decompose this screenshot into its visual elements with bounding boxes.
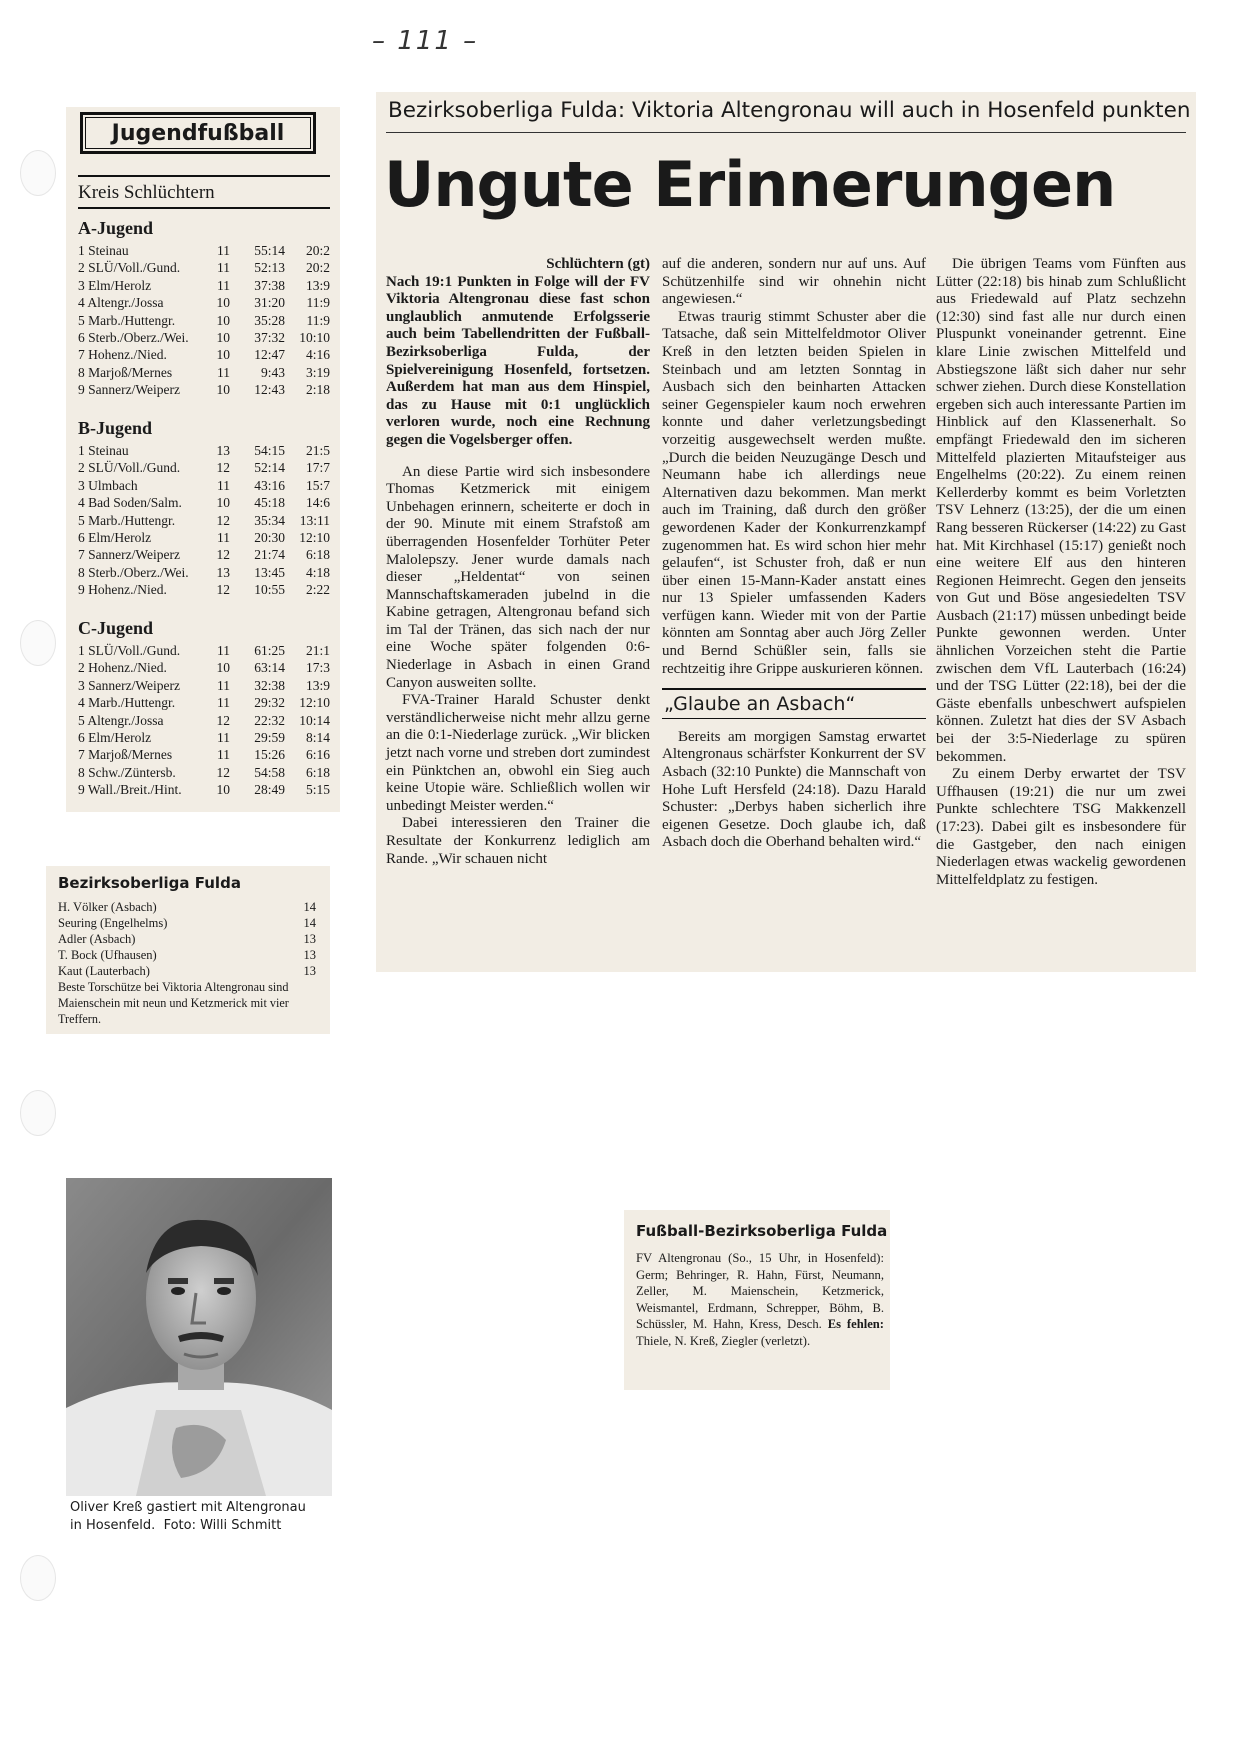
- punch-hole: [20, 1555, 56, 1601]
- table-row: [78, 746, 330, 763]
- table-row: [78, 512, 330, 529]
- punch-hole: [20, 1090, 56, 1136]
- points: 13:11: [299, 512, 330, 528]
- paragraph: Etwas traurig stimmt Schuster aber die Tatsache, daß sein Mittelfeldmotor Oliver Kreß in den letzten beiden Spielen in Steinbach und am letzten Sonntag in Ausbach sich den beinharten Attacken seiner Gegenspieler kaum noch erwehren konnte und daher verletzungsbedingt vorzeitig ausgewechselt werden mußte. „Durch die beiden Neuzugänge Desch und Neumann habe ich allerdings neue Alternativen dazu bekommen. Man merkt auch im Training, daß durch den größer gewordenen Kader der Konkurrenzkampf zugenommen hat. Es wird schon hier mehr gelaufen“, ist Schuster froh, daß er nun über einen 15-Mann-Kader anstatt eines nur 13 Spieler umfassenden Kaders verfügen kann. Wieder mit von der Partie könnten am Sonntag aber auch Jörg Zeller und Bernd Schüßler sein, falls sie rechtzeitig ihre Grippe auskurieren können.: [662, 308, 926, 677]
- paragraph: FVA-Trainer Harald Schuster denkt verständlicherweise nicht mehr allzu gerne an die 0:1-Niederlage zurück. „Wir blicken jetzt nach vorne und streben dort zumindest ein Pünktchen an, obwohl ein Sieg auch keine Utopie wäre. Schließlich wollen wir unbedingt Meister werden.“: [386, 692, 650, 814]
- points: 10:10: [299, 329, 330, 345]
- team-name: 2 SLÜ/Voll./Gund.: [78, 460, 181, 476]
- goal-ratio: 12:43: [254, 382, 285, 398]
- games-played: 10: [216, 495, 230, 511]
- scorer-goals: 13: [303, 948, 316, 962]
- points: 6:16: [305, 747, 330, 763]
- points: 5:15: [305, 782, 330, 798]
- points: 6:18: [305, 764, 330, 780]
- youth-football-clipping: [66, 107, 340, 812]
- goal-ratio: 52:13: [254, 260, 285, 276]
- points: 4:18: [305, 564, 330, 580]
- table-row: [78, 312, 330, 329]
- missing-label: Es fehlen:: [827, 1317, 885, 1331]
- scorer-row: [58, 932, 316, 947]
- scorer-row: [58, 900, 316, 915]
- team-name: 5 Altengr./Jossa: [78, 712, 164, 728]
- games-played: 11: [217, 695, 230, 711]
- league-table: [78, 418, 330, 599]
- games-played: 11: [217, 364, 230, 380]
- caption-line: in Hosenfeld.: [70, 1518, 156, 1533]
- games-played: 13: [216, 564, 230, 580]
- goal-ratio: 43:16: [254, 477, 285, 493]
- games-played: 10: [216, 329, 230, 345]
- table-row: [78, 712, 330, 729]
- table-row: [78, 477, 330, 494]
- points: 12:10: [299, 529, 330, 545]
- punch-hole: [20, 150, 56, 196]
- scorer-row: [58, 948, 316, 963]
- main-article-clipping: [376, 92, 1196, 972]
- table-row: [78, 242, 330, 259]
- games-played: 13: [216, 443, 230, 458]
- points: 17:7: [305, 460, 330, 476]
- team-name: 8 Schw./Züntersb.: [78, 764, 176, 780]
- subheading: „Glaube an Asbach“: [662, 688, 926, 719]
- table-row: [78, 564, 330, 581]
- games-played: 12: [216, 712, 230, 728]
- table-row: [78, 546, 330, 563]
- goal-ratio: 10:55: [254, 582, 285, 598]
- paragraph: Dabei interessieren den Trainer die Resultate der Konkurrenz lediglich am Rande. „Wir schauen nicht: [386, 815, 650, 867]
- scorer-goals: 13: [303, 964, 316, 978]
- lineup-players: FV Altengronau (So., 15 Uhr, in Hosenfeld): Germ; Behringer, R. Hahn, Fürst, Neumann, Zeller, M. Maienschein, Ketzmerick, Weismantel, Erdmann, Schrepper, Böhm, B. Schüssler, M. Hahn, Kress, Desch.: [636, 1251, 884, 1331]
- team-name: 9 Sannerz/Weiperz: [78, 382, 180, 398]
- games-played: 11: [217, 747, 230, 763]
- paragraph: auf die anderen, sondern nur auf uns. Auf Schützenhilfe sind wir ohnehin nicht angewiesen.“: [662, 256, 926, 308]
- paragraph: An diese Partie wird sich insbesondere Thomas Ketzmerick mit einigem Unbehagen erinnern, scheiterte er doch in der 90. Minute mit einem Strafstoß am überragenden Hosenfelder Torhüter Peter Malolepszy. Jener wurde damals nach dieser „Heldentat“ von seinen Mannschaftskameraden jubelnd in die Kabine getragen, Altengronau befand sich im Tal der Tränen, das sich nach der nur eine Woche später folgenden 0:6-Niederlage in Asbach in einen Grand Canyon ausweiten sollte.: [386, 463, 650, 691]
- games-played: 12: [216, 582, 230, 598]
- goal-ratio: 63:14: [254, 660, 285, 676]
- team-name: 6 Elm/Herolz: [78, 529, 152, 545]
- scorer-goals: 14: [303, 900, 316, 914]
- team-name: 5 Marb./Huttengr.: [78, 512, 176, 528]
- points: 11:9: [306, 312, 330, 328]
- team-name: 6 Elm/Herolz: [78, 729, 152, 745]
- table-row: [78, 442, 330, 459]
- photo-clipping: [66, 1178, 332, 1544]
- caption-line: Oliver Kreß gastiert mit Altengronau: [70, 1500, 306, 1515]
- table-row: [78, 694, 330, 711]
- scorer-name: H. Völker (Asbach): [58, 900, 157, 914]
- points: 15:7: [305, 477, 330, 493]
- article-column-1: [386, 256, 650, 868]
- paragraph: Bereits am morgigen Samstag erwartet Altengronaus schärfster Konkurrent der SV Asbach (32:10 Punkte) die Mannschaft von Hohe Luft Hersfeld (24:18). Dazu Harald Schuster: „Derbys haben sicherlich ihre eigenen Gesetze. Doch glaube ich, daß Asbach doch die Oberhand behalten wird.“: [662, 728, 926, 851]
- points: 20:2: [305, 243, 330, 258]
- goal-ratio: 35:34: [254, 512, 285, 528]
- dateline: Schlüchtern (gt): [546, 256, 650, 272]
- table-row: [78, 764, 330, 781]
- paragraph: Zu einem Derby erwartet der TSV Uffhausen (19:21) die nur um zwei Punkte schlechtere TSG Makkenzell (17:23). Dabei gilt es insbesondere für die Gastgeber, den nach einigen Niederlagen etwas wackelig gewordenen Mittelfeldplatz zu festigen.: [936, 766, 1186, 888]
- lineup-clipping: [624, 1210, 890, 1390]
- points: 10:14: [299, 712, 330, 728]
- games-played: 12: [216, 512, 230, 528]
- scorer-row: [58, 916, 316, 931]
- table-row: [78, 494, 330, 511]
- points: 3:19: [305, 364, 330, 380]
- table-title: C-Jugend: [78, 618, 154, 638]
- points: 4:16: [305, 347, 330, 363]
- table-row: [78, 294, 330, 311]
- table-row: [78, 642, 330, 659]
- goal-ratio: 12:47: [254, 347, 285, 363]
- team-name: 9 Hohenz./Nied.: [78, 582, 167, 598]
- goal-ratio: 37:32: [254, 329, 285, 345]
- goal-ratio: 28:49: [254, 782, 285, 798]
- table-row: [78, 381, 330, 398]
- table-row: [78, 277, 330, 294]
- goal-ratio: 15:26: [254, 747, 285, 763]
- team-name: 3 Sannerz/Weiperz: [78, 677, 180, 693]
- article-headline: Ungute Erinnerungen: [384, 148, 1116, 221]
- points: 17:3: [305, 660, 330, 676]
- scorer-name: Adler (Asbach): [58, 932, 136, 946]
- games-played: 11: [217, 643, 230, 658]
- goal-ratio: 29:32: [254, 695, 285, 711]
- article-column-2: [662, 256, 926, 852]
- scorer-row: [58, 964, 316, 979]
- article-kicker: Bezirksoberliga Fulda: Viktoria Altengronau will auch in Hosenfeld punkten: [388, 98, 1191, 123]
- points: 11:9: [306, 295, 330, 311]
- table-row: [78, 329, 330, 346]
- points: 8:14: [305, 729, 330, 745]
- games-played: 10: [216, 382, 230, 398]
- table-row: [78, 581, 330, 598]
- team-name: 2 SLÜ/Voll./Gund.: [78, 260, 181, 276]
- games-played: 10: [216, 347, 230, 363]
- games-played: 11: [217, 677, 230, 693]
- games-played: 12: [216, 764, 230, 780]
- goal-ratio: 29:59: [254, 729, 285, 745]
- goal-ratio: 9:43: [260, 364, 285, 380]
- points: 14:6: [305, 495, 330, 511]
- team-name: 3 Ulmbach: [78, 477, 138, 493]
- table-title: A-Jugend: [78, 218, 154, 238]
- team-name: 4 Marb./Huttengr.: [78, 695, 176, 711]
- table-row: [78, 659, 330, 676]
- team-name: 7 Marjoß/Mernes: [78, 747, 173, 763]
- team-name: 8 Sterb./Oberz./Wei.: [78, 564, 189, 580]
- top-scorers-clipping: [46, 866, 330, 1034]
- games-played: 10: [216, 660, 230, 676]
- games-played: 12: [216, 547, 230, 563]
- points: 20:2: [305, 260, 330, 276]
- goal-ratio: 13:45: [254, 564, 285, 580]
- page-number: – 111 –: [372, 26, 479, 56]
- scorer-name: T. Bock (Ufhausen): [58, 948, 157, 962]
- goal-ratio: 55:14: [254, 243, 285, 258]
- goal-ratio: 35:28: [254, 312, 285, 328]
- points: 21:1: [305, 643, 330, 658]
- team-name: 4 Altengr./Jossa: [78, 295, 164, 311]
- goal-ratio: 32:38: [254, 677, 285, 693]
- scorer-name: Kaut (Lauterbach): [58, 964, 150, 978]
- team-name: 3 Elm/Herolz: [78, 277, 152, 293]
- goal-ratio: 52:14: [254, 460, 285, 476]
- league-table: [78, 618, 330, 799]
- goal-ratio: 37:38: [254, 277, 285, 293]
- team-name: 4 Bad Soden/Salm.: [78, 495, 182, 511]
- points: 2:22: [305, 582, 330, 598]
- team-name: 1 Steinau: [78, 443, 129, 458]
- table-row: [78, 346, 330, 363]
- team-name: 1 Steinau: [78, 243, 129, 258]
- scorer-goals: 14: [303, 916, 316, 930]
- points: 21:5: [305, 443, 330, 458]
- goal-ratio: 31:20: [254, 295, 285, 311]
- points: 12:10: [299, 695, 330, 711]
- team-name: 7 Hohenz./Nied.: [78, 347, 167, 363]
- table-row: [78, 364, 330, 381]
- games-played: 11: [217, 260, 230, 276]
- team-name: 5 Marb./Huttengr.: [78, 312, 176, 328]
- article-lead: Nach 19:1 Punkten in Folge will der FV Viktoria Altengronau diese fast schon unglaublich anmutende Erfolgsserie auch beim Tabellendritten der Fußball-Bezirksoberliga Fulda, der Spielvereinigung Hosenfeld, fortsetzen. Außerdem hat man aus dem Hinspiel, das zu Hause mit 0:1 unglücklich verloren wurde, noch eine Rechnung gegen die Vogelsberger offen.: [386, 273, 650, 448]
- goal-ratio: 22:32: [254, 712, 285, 728]
- points: 13:9: [305, 277, 330, 293]
- photo-caption: [70, 1499, 332, 1535]
- games-played: 11: [217, 243, 230, 258]
- team-name: 1 SLÜ/Voll./Gund.: [78, 643, 181, 658]
- games-played: 11: [217, 477, 230, 493]
- team-name: 8 Marjoß/Mernes: [78, 364, 173, 380]
- games-played: 11: [217, 529, 230, 545]
- table-title: B-Jugend: [78, 418, 153, 438]
- table-row: [78, 529, 330, 546]
- goal-ratio: 54:58: [254, 764, 285, 780]
- goal-ratio: 61:25: [254, 643, 285, 658]
- team-name: 7 Sannerz/Weiperz: [78, 547, 180, 563]
- punch-hole: [20, 620, 56, 666]
- team-name: 9 Wall./Breit./Hint.: [78, 782, 182, 798]
- games-played: 11: [217, 277, 230, 293]
- goal-ratio: 20:30: [254, 529, 285, 545]
- player-portrait-photo: [66, 1178, 332, 1496]
- missing-players: Thiele, N. Kreß, Ziegler (verletzt).: [636, 1333, 811, 1348]
- goal-ratio: 21:74: [254, 547, 285, 563]
- photo-credit: Foto: Willi Schmitt: [163, 1518, 282, 1533]
- scorer-name: Seuring (Engelhelms): [58, 916, 168, 930]
- kicker-rule: [386, 132, 1186, 133]
- scorer-goals: 13: [303, 932, 316, 946]
- table-row: [78, 459, 330, 476]
- games-played: 10: [216, 782, 230, 798]
- goal-ratio: 45:18: [254, 495, 285, 511]
- lineup-title: Fußball-Bezirksoberliga Fulda: [636, 1222, 888, 1240]
- points: 13:9: [305, 677, 330, 693]
- lineup-text: [636, 1250, 884, 1349]
- points: 2:18: [305, 382, 330, 398]
- scorers-note: Beste Torschütze bei Viktoria Altengronau sind Maienschein mit neun und Ketzmerick mit vier Treffern.: [58, 980, 289, 1026]
- games-played: 10: [216, 295, 230, 311]
- paragraph: Die übrigen Teams vom Fünften aus Lütter (22:18) bis hinab zum Schlußlicht aus Friedewald auf Platz sechzehn (12:30) sind fast alle nur durch einen Pluspunkt voneinander getrennt. Eine klare Linie zwischen Mittelfeld und Abstiegszone läßt sich daher nur sehr schwer ziehen. Durch diese Konstellation ergeben sich auch interessante Partien im Hinblick auf den Klassenerhalt. So empfängt Friedewald den im sicheren Mittelfeld plazierten Mitaufsteiger aus Engelhelms (20:22). Zu einem reinen Kellerderby kommt es beim Vorletzten TSV Lehnerz (13:25), der die um einen Rang besseren Rückerser (14:22) zu Gast hat. Mit Kirchhasel (15:17) genießt noch eine weitere Elf aus den hinteren Regionen Heimrecht. Gegen den jenseits von Gut und Böse angesiedelten TSV Ausbach (21:17) müssen unbedingt beide Punkte gewonnen werden. Unter ähnlichen Vorzeichen steht die Partie zwischen dem VfL Lauterbach (16:24) und der TSG Lütter (22:18), bei der die Gäste ebenfalls unbeschwert aufspielen können. Zuletzt hat dies der SV Asbach bei der 3:5-Niederlage zu spüren bekommen.: [936, 256, 1186, 765]
- scorers-title: Bezirksoberliga Fulda: [58, 874, 241, 892]
- team-name: 2 Hohenz./Nied.: [78, 660, 167, 676]
- section-banner: Jugendfußball: [80, 112, 316, 154]
- team-name: 6 Sterb./Oberz./Wei.: [78, 329, 189, 345]
- games-played: 10: [216, 312, 230, 328]
- table-row: [78, 677, 330, 694]
- league-table: [78, 218, 330, 399]
- article-column-3: [936, 256, 1186, 889]
- table-row: [78, 729, 330, 746]
- goal-ratio: 54:15: [254, 443, 285, 458]
- points: 6:18: [305, 547, 330, 563]
- district-heading: Kreis Schlüchtern: [78, 175, 330, 209]
- table-row: [78, 259, 330, 276]
- table-row: [78, 781, 330, 798]
- games-played: 11: [217, 729, 230, 745]
- games-played: 12: [216, 460, 230, 476]
